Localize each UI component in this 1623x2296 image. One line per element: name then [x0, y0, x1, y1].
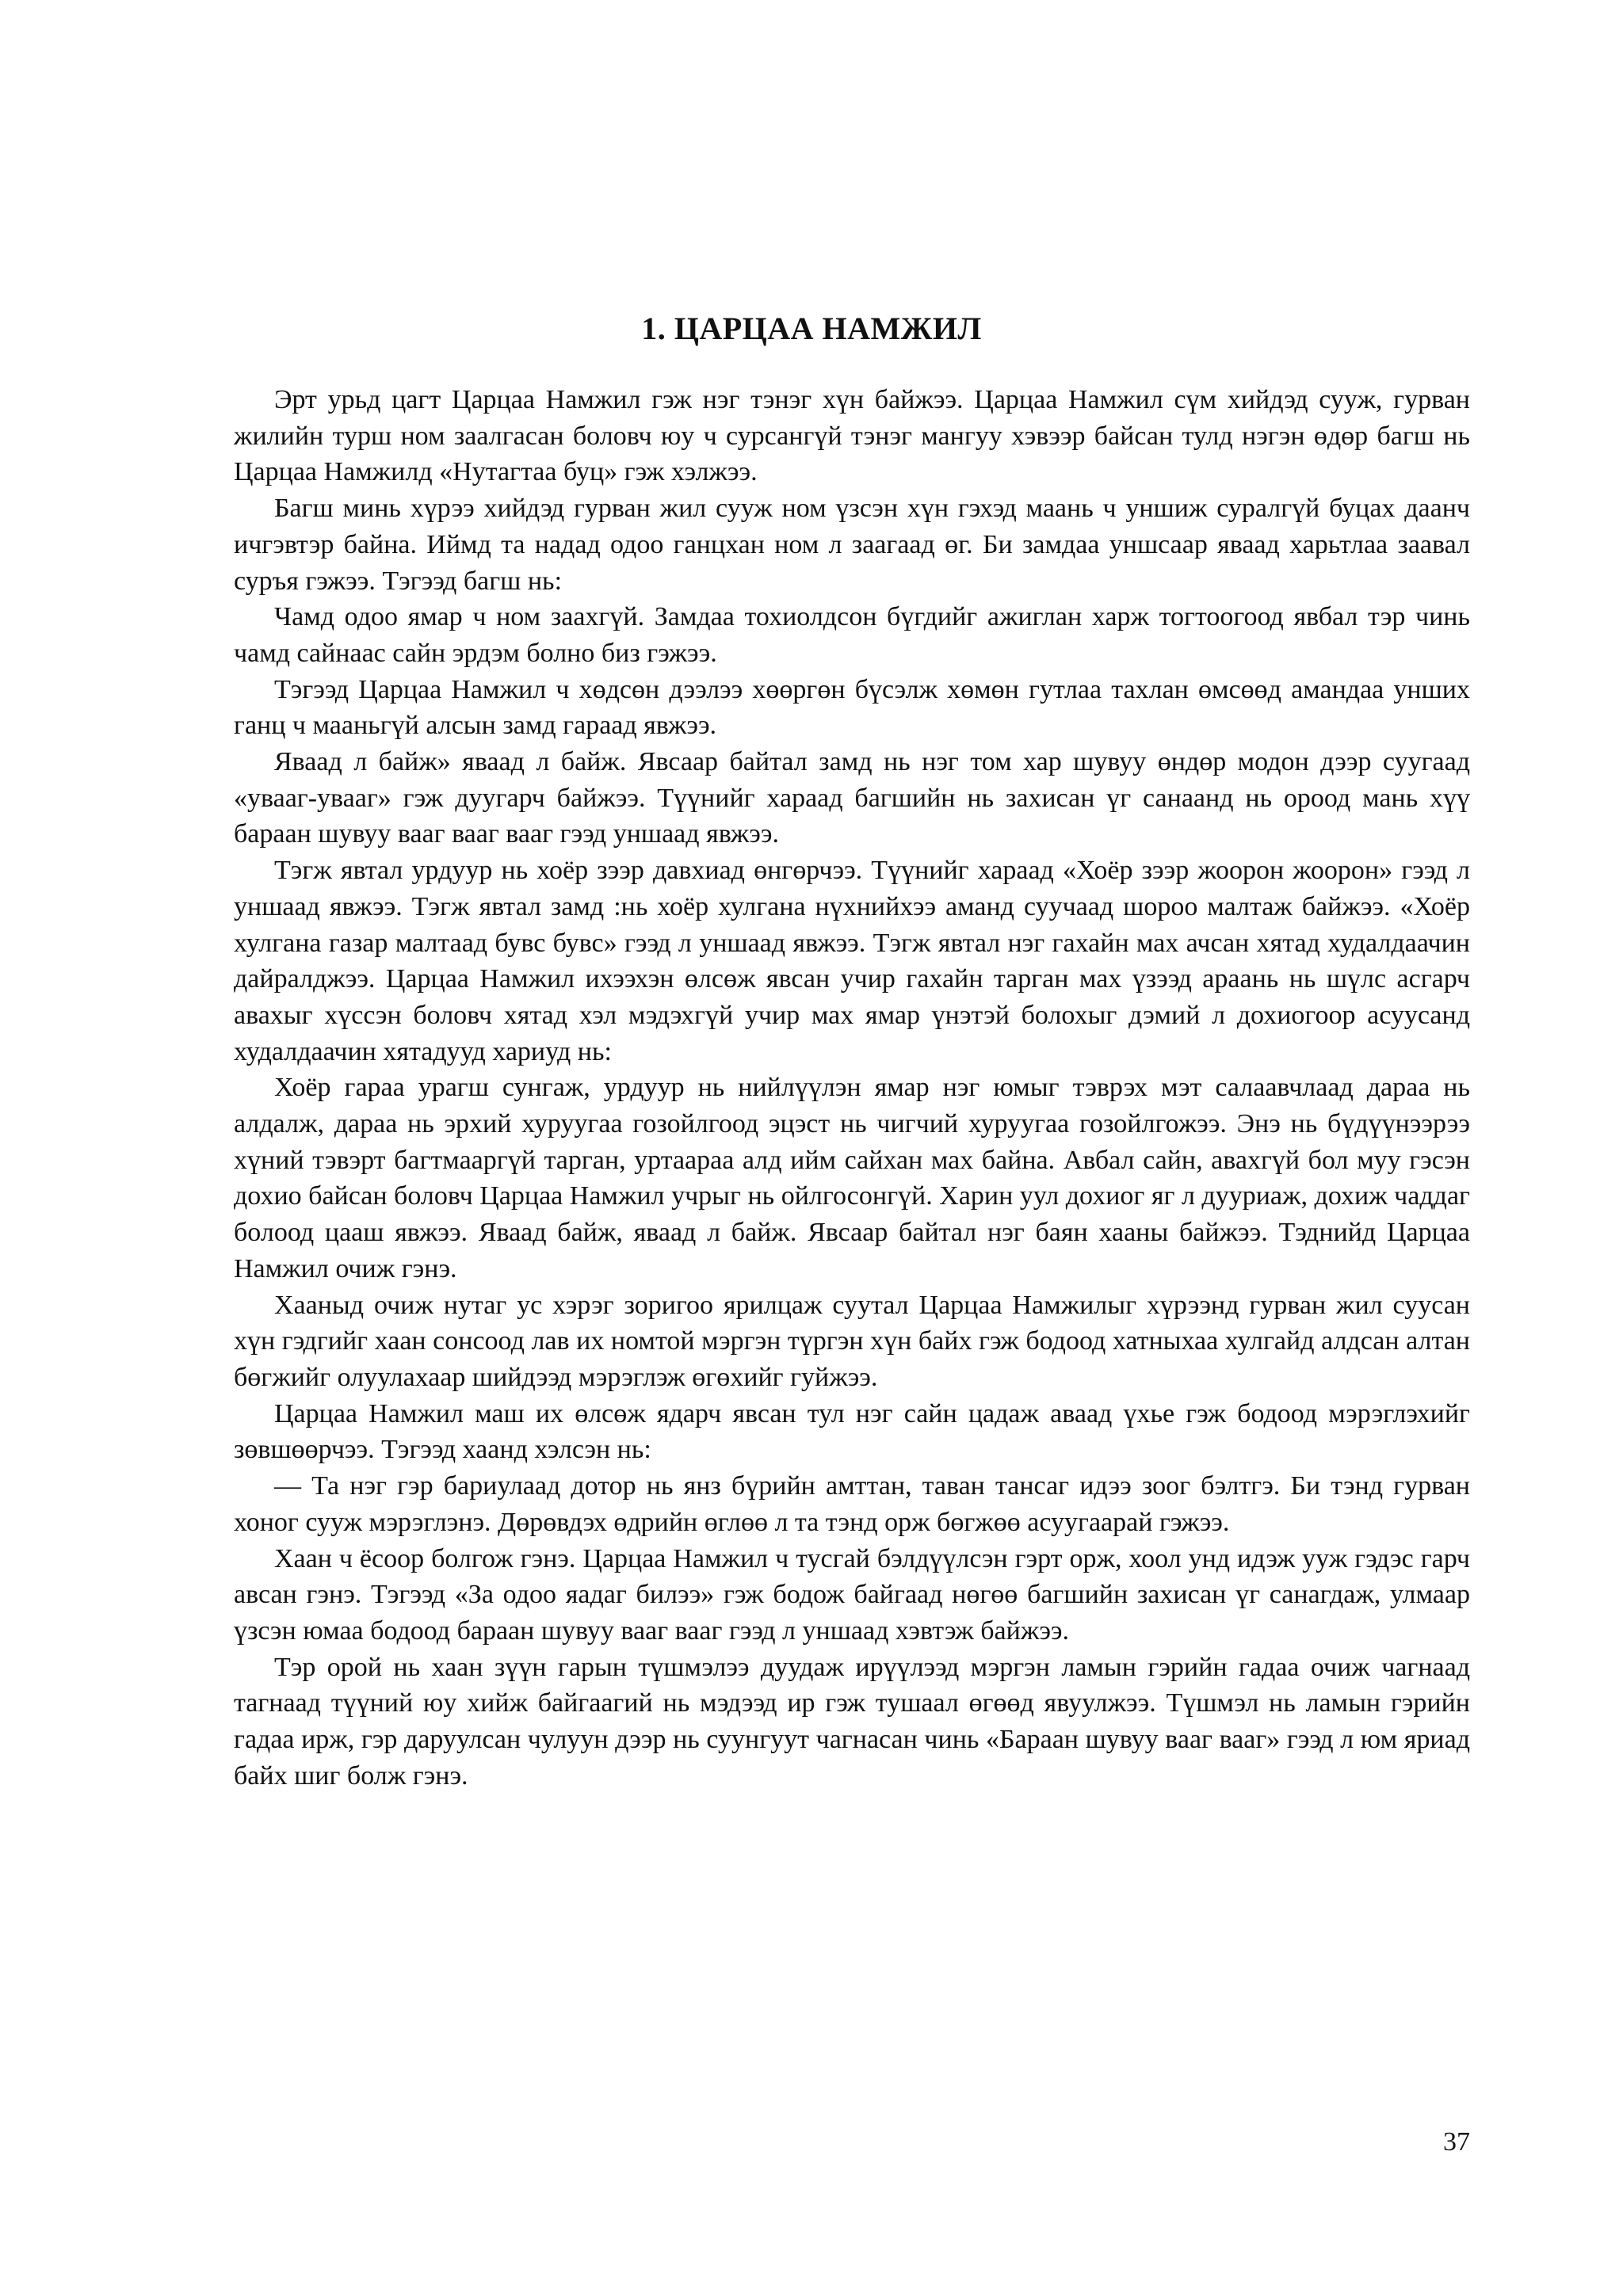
- paragraph: Тэр орой нь хаан зүүн гарын түшмэлээ дуудаж ирүүлээд мэргэн ламын гэрийн гадаа очиж чагнаад тагнаад түүний юу хийж байгаагий нь мэдээд ир гэж тушаал өгөөд явуулжээ. Түшмэл нь ламын гэрийн гадаа ирж, гэр даруулсан чулуун дээр нь суунгуут чагнасан чинь «Бараан шувуу вааг вааг» гээд л юм яриад байх шиг болж гэнэ.: [234, 1652, 1470, 1791]
- paragraph: Хааныд очиж нутаг ус хэрэг зоригоо ярилцаж суутал Царцаа Намжилыг хүрээнд гурван жил суусан хүн гэдгийг хаан сонсоод лав их номтой мэргэн түргэн хүн байх гэж бодоод хатныхаа хулгайд алдсан алтан бөгжийг олуулахаар шийдээд мэрэглэж өгөхийг гуйжээ.: [234, 1290, 1470, 1392]
- chapter-title: 1. ЦАРЦАА НАМЖИЛ: [641, 311, 982, 346]
- paragraph: Тэгж явтал урдуур нь хоёр зээр давхиад өнгөрчээ. Түүнийг хараад «Хоёр зээр жоорон жоорон» гээд л уншаад явжээ. Тэгж явтал замд :нь хоёр хулгана нүхнийхээ аманд суучаад шороо малтаж байжээ. «Хоёр хулгана газар малтаад бувс бувс» гээд л уншаад явжээ. Тэгж явтал нэг гахайн мах ачсан хятад худалдаачин дайралджээ. Царцаа Намжил ихээхэн өлсөж явсан учир гахайн тарган мах үзээд араань нь шүлс асгарч авахыг хүссэн боловч хятад хэл мэдэхгүй учир мах ямар үнэтэй болохыг дэмий л дохиогоор асуусанд худалдаачин хятадууд хариуд нь:: [234, 856, 1470, 1066]
- story-body: [234, 382, 1470, 1794]
- paragraph: Хоёр гараа урагш сунгаж, урдуур нь нийлүүлэн ямар нэг юмыг тэврэх мэт салаавчлаад дараа нь алдалж, дараа нь эрхий хуруугаа гозойлгоод эцэст нь чигчий хуруугаа гозойлгожээ. Энэ нь бүдүүнээрээ хүний тэвэрт багтмааргүй тарган, уртаараа алд ийм сайхан мах байна. Авбал сайн, авахгүй бол муу гэсэн дохио байсан боловч Царцаа Намжил учрыг нь ойлгосонгүй. Харин уул дохиог яг л дууриаж, дохиж чаддаг болоод цааш явжээ. Яваад байж, яваад л байж. Явсаар байтал нэг баян хааны байжээ. Тэднийд Царцаа Намжил очиж гэнэ.: [234, 1073, 1470, 1283]
- paragraph: — Та нэг гэр бариулаад дотор нь янз бүрийн амттан, таван тансаг идээ зоог бэлтгэ. Би тэнд гурван хоног сууж мэрэглэнэ. Дөрөвдэх өдрийн өглөө л та тэнд орж бөгжөө асуугаарай гэжээ.: [234, 1471, 1470, 1537]
- paragraph: Багш минь хүрээ хийдэд гурван жил сууж ном үзсэн хүн гэхэд маань ч уншиж суралгүй буцах даанч ичгэвтэр байна. Иймд та надад одоо ганцхан ном л заагаад өг. Би замдаа уншсаар яваад харьтлаа заавал суръя гэжээ. Тэгээд багш нь:: [234, 494, 1470, 596]
- paragraph: Царцаа Намжил маш их өлсөж ядарч явсан тул нэг сайн цадаж аваад үхье гэж бодоод мэрэглэхийг зөвшөөрчээ. Тэгээд хаанд хэлсэн нь:: [234, 1398, 1470, 1465]
- paragraph: Тэгээд Царцаа Намжил ч хөдсөн дээлээ хөөргөн бүсэлж хөмөн гутлаа тахлан өмсөөд амандаа унших ганц ч мааньгүй алсын замд гараад явжээ.: [234, 674, 1470, 741]
- paragraph: Чамд одоо ямар ч ном заахгүй. Замдаа тохиолдсон бүгдийг ажиглан харж тогтоогоод явбал тэр чинь чамд сайнаас сайн эрдэм болно биз гэжээ.: [234, 602, 1470, 668]
- paragraph: Хаан ч ёсоор болгож гэнэ. Царцаа Намжил ч тусгай бэлдүүлсэн гэрт орж, хоол унд идэж ууж гэдэс гарч авсан гэнэ. Тэгээд «За одоо яадаг билээ» гэж бодож байгаад нөгөө багшийн захисан үг санагдаж, улмаар үзсэн юмаа бодоод бараан шувуу вааг вааг гээд л уншаад хэвтэж байжээ.: [234, 1543, 1470, 1646]
- paragraph: Яваад л байж» яваад л байж. Явсаар байтал замд нь нэг том хар шувуу өндөр модон дээр суугаад «увааг-увааг» гэж дуугарч байжээ. Түүнийг хараад багшийн нь захисан үг санаанд нь ороод мань хүү бараан шувуу вааг вааг вааг гээд уншаад явжээ.: [234, 747, 1470, 849]
- paragraph: Эрт урьд цагт Царцаа Намжил гэж нэг тэнэг хүн байжээ. Царцаа Намжил сүм хийдэд сууж, гурван жилийн турш ном заалгасан боловч юу ч сурсангүй тэнэг мангуу хэвээр байсан тулд нэгэн өдөр багш нь Царцаа Намжилд «Нутагтаа буц» гэж хэлжээ.: [234, 385, 1470, 487]
- page-number: 37: [1443, 2127, 1470, 2157]
